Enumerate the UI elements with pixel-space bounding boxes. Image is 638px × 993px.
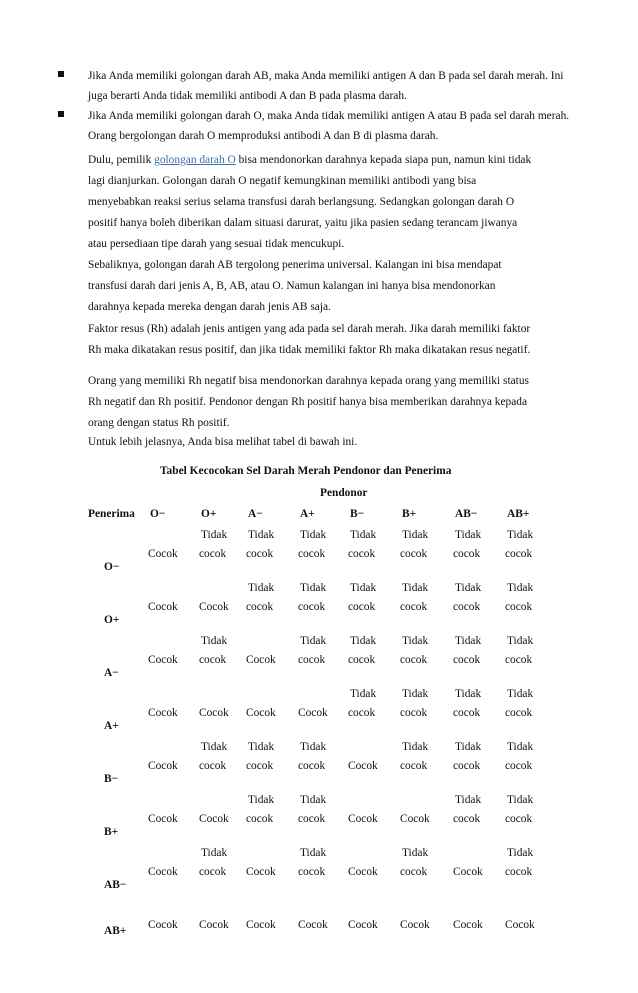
- paragraph-line: lagi dianjurkan. Golongan darah O negatif kemungkinan memiliki antibodi yang bisa: [88, 175, 477, 187]
- paragraph-line: Orang yang memiliki Rh negatif bisa mendonorkan darahnya kepada orang yang memiliki status: [88, 375, 529, 387]
- column-header: A+: [300, 508, 315, 520]
- paragraph-line: atau persediaan tipe darah yang sesuai tidak mencukupi.: [88, 238, 345, 250]
- row-header: AB−: [104, 879, 127, 891]
- table-cell-line: Tidak: [402, 582, 429, 594]
- text-fragment: Dulu, pemilik: [88, 154, 155, 166]
- table-cell-line: cocok: [453, 654, 481, 666]
- table-cell-line: cocok: [246, 601, 274, 613]
- paragraph-line: transfusi darah dari jenis A, B, AB, atau O. Namun kalangan ini hanya bisa mendonorkan: [88, 280, 496, 292]
- table-cell-line: Tidak: [300, 529, 327, 541]
- table-cell-line: Tidak: [300, 582, 327, 594]
- table-cell-line: cocok: [298, 654, 326, 666]
- table-cell: Cocok: [199, 601, 229, 613]
- table-cell-line: cocok: [400, 760, 428, 772]
- table-cell-line: cocok: [246, 813, 274, 825]
- paragraph-line: darahnya kepada mereka dengan darah jenis AB saja.: [88, 301, 331, 313]
- paragraph-donor-history: [88, 150, 588, 318]
- bullet-item-ab: [58, 66, 578, 106]
- table-cell: Cocok: [348, 760, 378, 772]
- table-cell-line: Tidak: [248, 529, 275, 541]
- row-header: A+: [104, 720, 119, 732]
- table-cell-line: Tidak: [350, 688, 377, 700]
- paragraph-rh-donation: [88, 371, 588, 434]
- paragraph-line: Sebaliknya, golongan darah AB tergolong penerima universal. Kalangan ini bisa mendapat: [88, 259, 502, 271]
- table-cell: Cocok: [148, 601, 178, 613]
- table-cell-line: Tidak: [201, 529, 228, 541]
- table-cell-line: Tidak: [507, 582, 534, 594]
- column-header: O−: [150, 508, 166, 520]
- table-cell: Cocok: [348, 813, 378, 825]
- table-cell: Cocok: [148, 654, 178, 666]
- table-cell-line: Tidak: [248, 582, 275, 594]
- bullet-item-o: [58, 106, 578, 146]
- table-cell-line: cocok: [505, 654, 533, 666]
- table-cell-line: cocok: [298, 866, 326, 878]
- table-cell-line: cocok: [246, 548, 274, 560]
- table-cell: Cocok: [453, 866, 483, 878]
- table-cell-line: Tidak: [201, 741, 228, 753]
- table-cell: Cocok: [148, 707, 178, 719]
- table-cell: Cocok: [148, 919, 178, 931]
- table-cell-line: Tidak: [455, 741, 482, 753]
- table-cell-line: cocok: [400, 654, 428, 666]
- paragraph-line: orang dengan status Rh positif.: [88, 417, 230, 429]
- row-header: B+: [104, 826, 119, 838]
- table-cell-line: cocok: [505, 707, 533, 719]
- table-cell-line: cocok: [505, 760, 533, 772]
- table-cell-line: cocok: [505, 866, 533, 878]
- paragraph-line: menyebabkan reaksi serius selama transfusi darah berlangsung. Sedangkan golongan darah O: [88, 196, 515, 208]
- table-cell-line: cocok: [505, 601, 533, 613]
- column-header: A−: [248, 508, 263, 520]
- row-header: A−: [104, 667, 119, 679]
- table-cell: Cocok: [199, 919, 229, 931]
- table-cell: Cocok: [246, 707, 276, 719]
- text-fragment: bisa mendonorkan darahnya kepada siapa pun, namun kini tidak: [235, 154, 532, 166]
- table-cell-line: Tidak: [300, 794, 327, 806]
- column-header: O+: [201, 508, 217, 520]
- table-cell: Cocok: [148, 813, 178, 825]
- table-cell-line: cocok: [348, 548, 376, 560]
- table-cell-line: Tidak: [455, 794, 482, 806]
- table-caption: Tabel Kecocokan Sel Darah Merah Pendonor dan Penerima: [160, 465, 452, 477]
- table-cell: Cocok: [505, 919, 535, 931]
- column-header: AB−: [455, 508, 478, 520]
- column-header: B+: [402, 508, 417, 520]
- table-cell-line: Tidak: [507, 741, 534, 753]
- table-cell-line: cocok: [348, 601, 376, 613]
- column-header: AB+: [507, 508, 530, 520]
- paragraph-line: Rh maka dikatakan resus positif, dan jika tidak memiliki faktor Rh maka dikatakan resus negatif.: [88, 344, 531, 356]
- table-cell-line: cocok: [453, 707, 481, 719]
- table-cell-line: cocok: [348, 654, 376, 666]
- table-cell-line: Tidak: [402, 847, 429, 859]
- table-cell-line: Tidak: [300, 847, 327, 859]
- row-header: AB+: [104, 925, 127, 937]
- table-cell: Cocok: [199, 813, 229, 825]
- table-cell-line: cocok: [453, 548, 481, 560]
- table-cell: Cocok: [246, 866, 276, 878]
- table-cell-line: cocok: [298, 813, 326, 825]
- link-golongan-darah-o[interactable]: golongan darah O: [154, 154, 236, 166]
- table-cell: Cocok: [148, 760, 178, 772]
- table-cell-line: cocok: [199, 760, 227, 772]
- table-cell-line: cocok: [298, 548, 326, 560]
- table-cell-line: cocok: [348, 707, 376, 719]
- table-cell-line: cocok: [505, 548, 533, 560]
- column-header: B−: [350, 508, 365, 520]
- table-cell-line: Tidak: [455, 635, 482, 647]
- table-cell-line: Tidak: [507, 688, 534, 700]
- table-cell: Cocok: [298, 919, 328, 931]
- table-cell-line: cocok: [298, 601, 326, 613]
- bullet-square-icon: [58, 71, 64, 77]
- table-cell-line: Tidak: [455, 529, 482, 541]
- paragraph-see-table: [88, 432, 588, 453]
- table-cell-line: Tidak: [248, 794, 275, 806]
- table-cell-line: Tidak: [507, 847, 534, 859]
- paragraph-line: Rh negatif dan Rh positif. Pendonor dengan Rh positif hanya bisa memberikan darahnya kepada: [88, 396, 528, 408]
- row-header: O+: [104, 614, 120, 626]
- table-cell: Cocok: [246, 654, 276, 666]
- table-cell-line: Tidak: [402, 529, 429, 541]
- table-cell-line: cocok: [453, 601, 481, 613]
- table-cell-line: Tidak: [402, 635, 429, 647]
- table-cell: Cocok: [348, 919, 378, 931]
- table-cell: Cocok: [148, 866, 178, 878]
- table-cell-line: Tidak: [201, 847, 228, 859]
- table-cell-line: Tidak: [201, 635, 228, 647]
- table-cell-line: Tidak: [507, 635, 534, 647]
- table-cell: Cocok: [400, 813, 430, 825]
- row-header: B−: [104, 773, 119, 785]
- bullet-text: Jika Anda memiliki golongan darah AB, maka Anda memiliki antigen A dan B pada sel darah merah. Ini juga berarti Anda tidak memiliki antibodi A dan B pada plasma darah.: [88, 70, 564, 102]
- table-cell-line: Tidak: [402, 741, 429, 753]
- paragraph-line: [88, 150, 588, 171]
- table-cell: Cocok: [246, 919, 276, 931]
- table-cell-line: cocok: [400, 707, 428, 719]
- donor-header: Pendonor: [320, 487, 368, 499]
- recipient-header: Penerima: [88, 508, 135, 520]
- table-cell-line: cocok: [400, 866, 428, 878]
- table-cell-line: Tidak: [507, 529, 534, 541]
- bullet-text: Jika Anda memiliki golongan darah O, maka Anda tidak memiliki antigen A atau B pada sel darah merah. Orang bergolongan darah O memproduksi antibodi A dan B di plasma darah.: [88, 110, 570, 142]
- paragraph-line: positif hanya boleh diberikan dalam situasi darurat, yaitu jika pasien sedang terancam jiwanya: [88, 217, 518, 229]
- table-cell-line: Tidak: [248, 741, 275, 753]
- table-cell-line: cocok: [199, 654, 227, 666]
- table-cell-line: cocok: [246, 760, 274, 772]
- table-cell-line: cocok: [298, 760, 326, 772]
- table-cell-line: cocok: [199, 548, 227, 560]
- table-cell-line: cocok: [199, 866, 227, 878]
- paragraph-line: Faktor resus (Rh) adalah jenis antigen yang ada pada sel darah merah. Jika darah memiliki faktor: [88, 323, 531, 335]
- table-cell-line: Tidak: [350, 529, 377, 541]
- table-cell-line: cocok: [505, 813, 533, 825]
- table-cell: Cocok: [348, 866, 378, 878]
- table-cell-line: Tidak: [455, 582, 482, 594]
- table-cell-line: cocok: [453, 813, 481, 825]
- row-header: O−: [104, 561, 120, 573]
- table-cell-line: Tidak: [402, 688, 429, 700]
- table-cell: Cocok: [298, 707, 328, 719]
- table-cell-line: Tidak: [350, 582, 377, 594]
- table-cell: Cocok: [148, 548, 178, 560]
- table-cell-line: Tidak: [350, 635, 377, 647]
- table-cell-line: cocok: [400, 601, 428, 613]
- table-cell: Cocok: [400, 919, 430, 931]
- table-cell-line: Tidak: [300, 741, 327, 753]
- table-cell-line: Tidak: [455, 688, 482, 700]
- table-cell-line: Tidak: [300, 635, 327, 647]
- table-cell: Cocok: [453, 919, 483, 931]
- paragraph-rh-factor: [88, 319, 588, 361]
- table-cell-line: cocok: [400, 548, 428, 560]
- table-cell-line: Tidak: [507, 794, 534, 806]
- paragraph-line: Untuk lebih jelasnya, Anda bisa melihat tabel di bawah ini.: [88, 436, 358, 448]
- table-cell: Cocok: [199, 707, 229, 719]
- table-cell-line: cocok: [453, 760, 481, 772]
- bullet-square-icon: [58, 111, 64, 117]
